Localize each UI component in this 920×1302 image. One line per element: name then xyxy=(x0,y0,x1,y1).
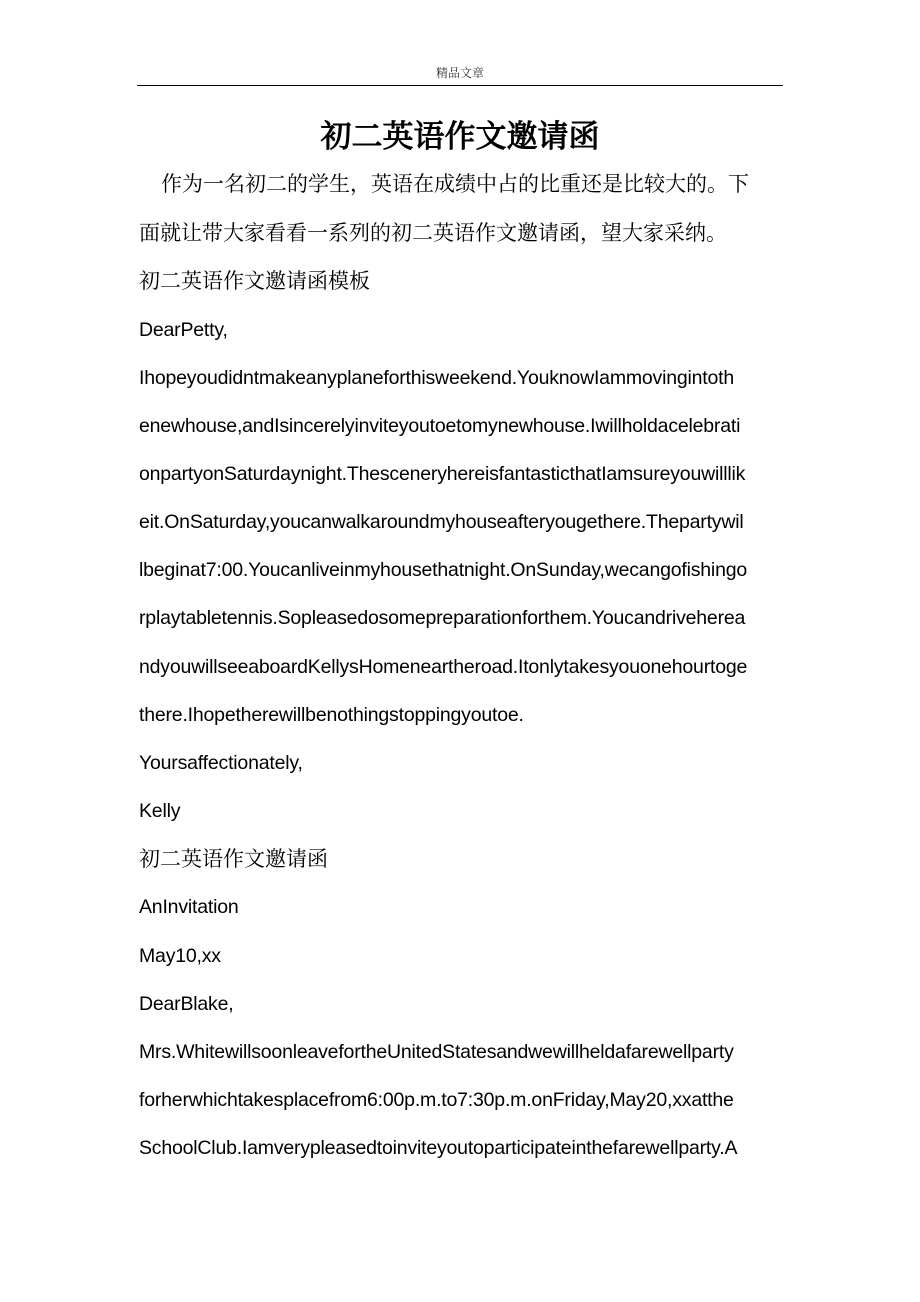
section-heading-template: 初二英语作文邀请函模板 xyxy=(139,269,370,293)
letter1-salutation: DearPetty, xyxy=(139,319,228,341)
letter1-signature: Kelly xyxy=(139,800,181,822)
intro-line-1: 作为一名初二的学生，英语在成绩中占的比重还是比较大的。下 xyxy=(161,172,749,196)
letter1-body-line: ndyouwillseeaboardKellysHomeneartheroad.Itonlytakesyouonehourtoge xyxy=(139,656,748,678)
letter2-date: May10,xx xyxy=(139,945,221,967)
letter1-body-line: there.Ihopetherewillbenothingstoppingyoutoe. xyxy=(139,704,524,726)
document-title: 初二英语作文邀请函 xyxy=(320,119,600,155)
intro-line-2: 面就让带大家看看一系列的初二英语作文邀请函，望大家采纳。 xyxy=(139,221,727,245)
letter2-salutation: DearBlake, xyxy=(139,993,234,1015)
header-label: 精品文章 xyxy=(435,66,484,80)
letter2-body-line: SchoolClub.Iamverypleasedtoinviteyoutoparticipateinthefarewellparty.A xyxy=(139,1137,738,1159)
letter1-closing: Yoursaffectionately, xyxy=(139,752,303,774)
letter1-body-line: onpartyonSaturdaynight.ThesceneryhereisfantasticthatIamsureyouwilllik xyxy=(139,463,746,485)
letter1-body-line: enewhouse,andIsincerelyinviteyoutoetomynewhouse.Iwillholdacelebrati xyxy=(139,415,741,437)
letter1-body-line: Ihopeyoudidntmakeanyplaneforthisweekend.YouknowIammovingintoth xyxy=(139,367,735,389)
letter1-body-line: lbeginat7:00.Youcanliveinmyhousethatnight.OnSunday,wecangofishingo xyxy=(139,559,748,581)
section-heading-invitation: 初二英语作文邀请函 xyxy=(139,847,328,871)
letter2-title: AnInvitation xyxy=(139,896,239,918)
header-divider xyxy=(137,85,783,86)
letter1-body-line: rplaytabletennis.Sopleasedosomepreparationforthem.Youcandriveherea xyxy=(139,607,746,629)
letter1-body-line: eit.OnSaturday,youcanwalkaroundmyhouseafteryougethere.Thepartywil xyxy=(139,511,744,533)
letter2-body-line: Mrs.WhitewillsoonleavefortheUnitedStatesandwewillheldafarewellparty xyxy=(139,1041,734,1063)
letter2-body-line: forherwhichtakesplacefrom6:00p.m.to7:30p.m.onFriday,May20,xxatthe xyxy=(139,1089,734,1111)
